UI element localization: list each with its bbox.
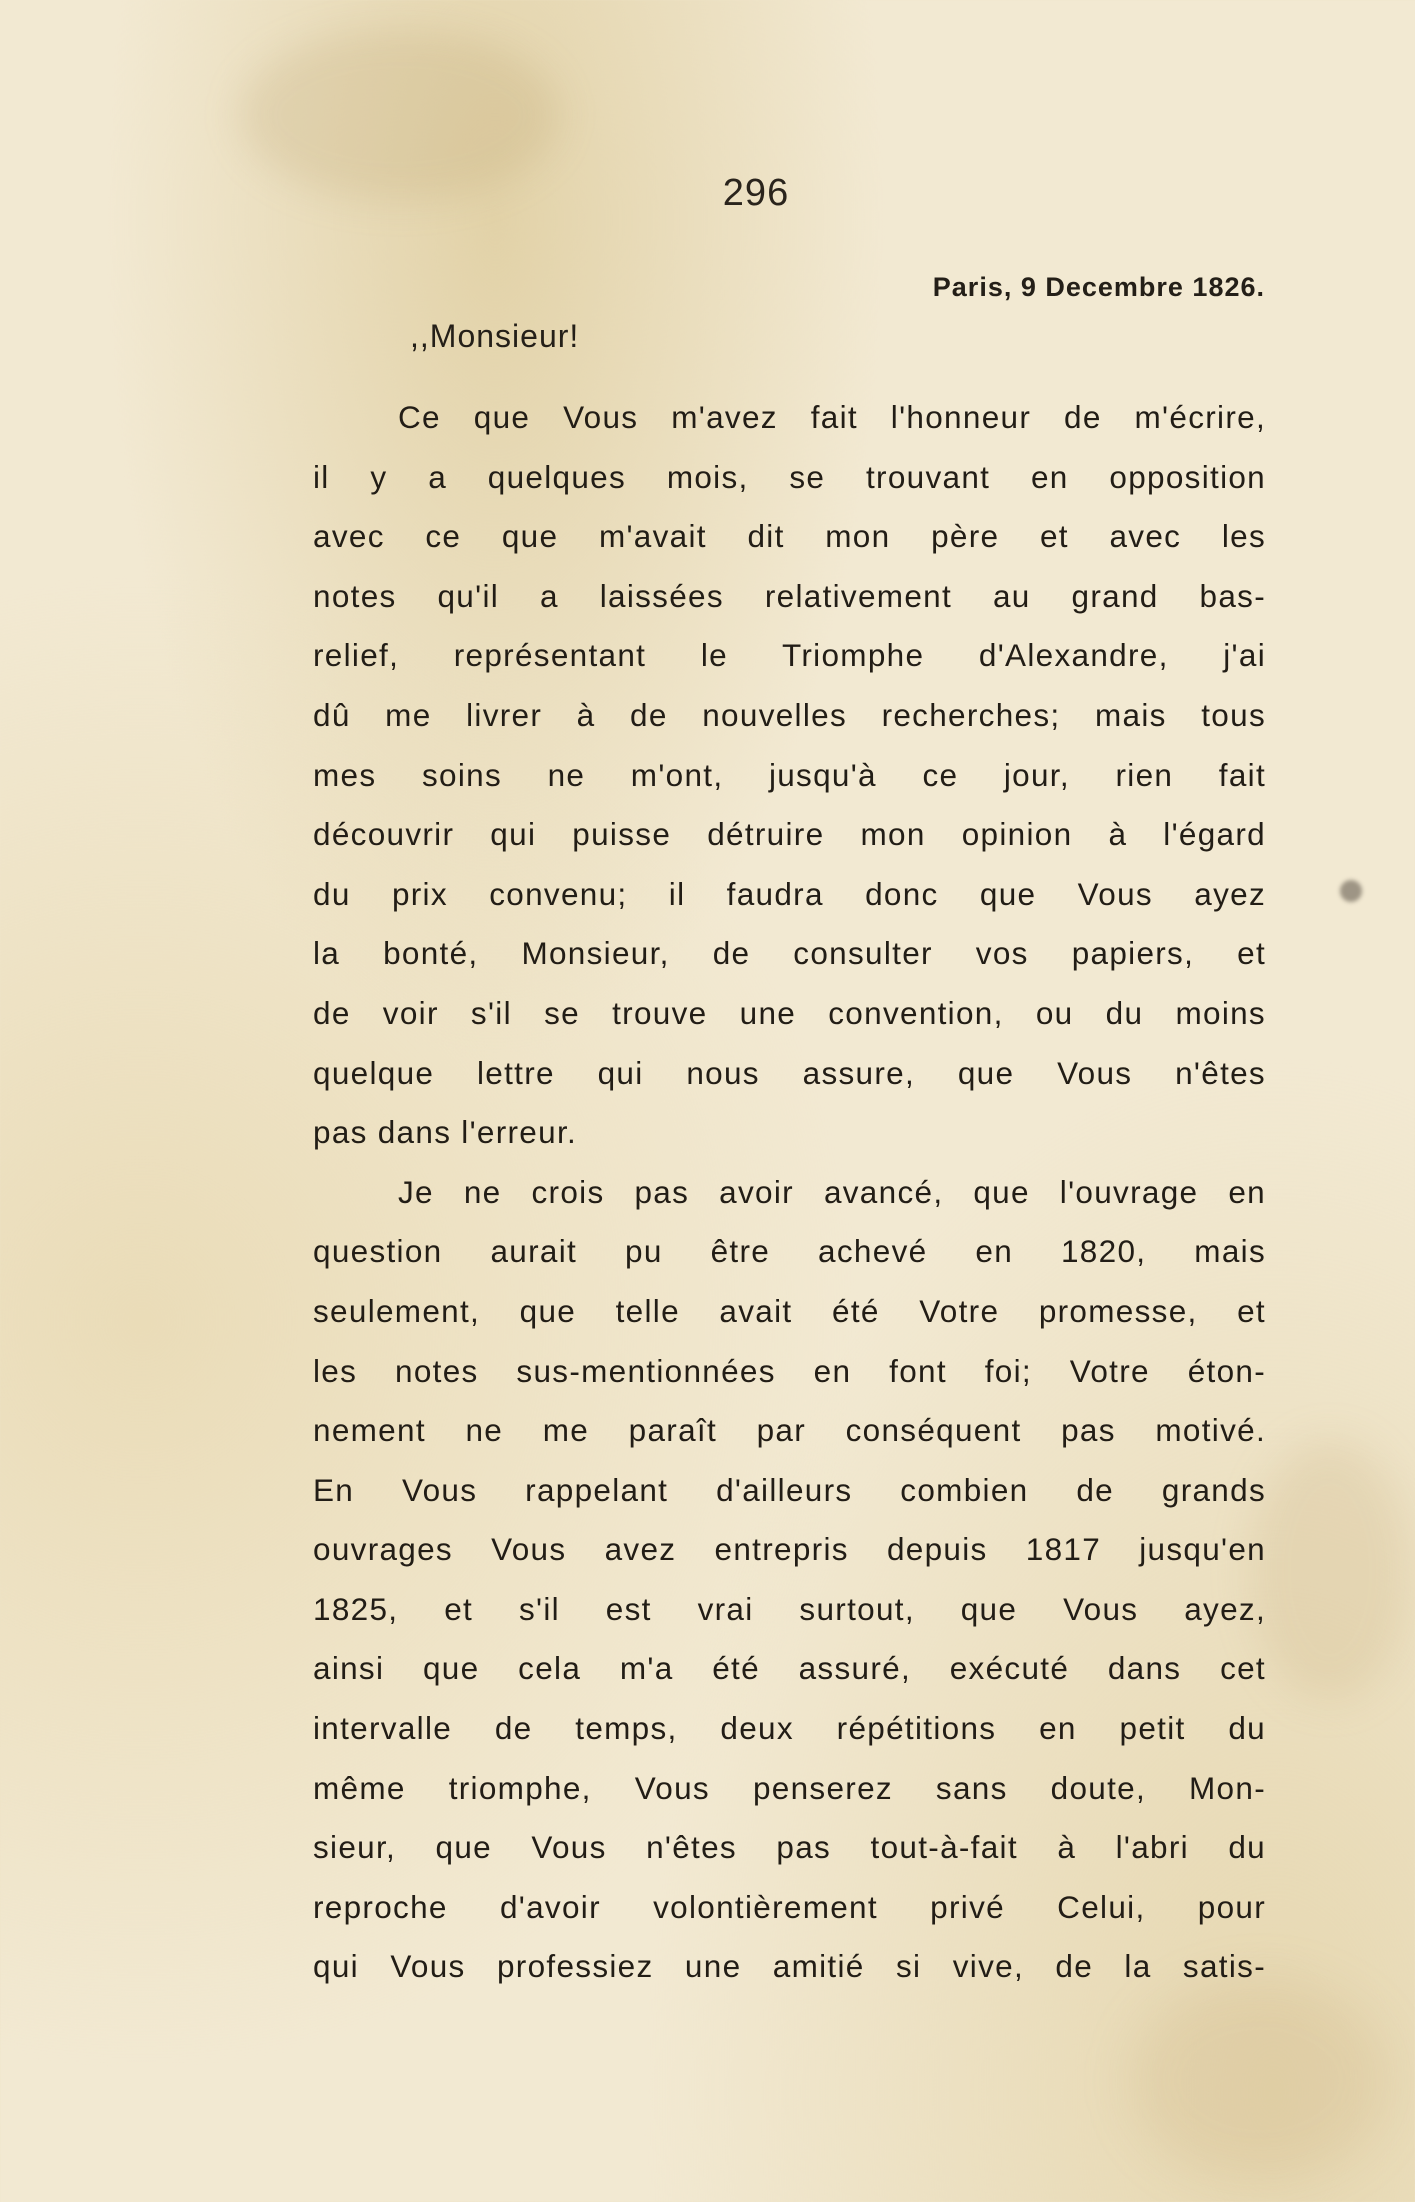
letter-dateline: Paris, 9 Decembre 1826. bbox=[932, 272, 1265, 302]
text-line: nement ne me paraît par conséquent pas motivé. bbox=[313, 1412, 1266, 1449]
text-line: du prix convenu; il faudra donc que Vous ayez bbox=[313, 875, 1266, 912]
text-line: quelque lettre qui nous assure, que Vous n'êtes bbox=[313, 1054, 1266, 1091]
text-line: découvrir qui puisse détruire mon opinion à l'égard bbox=[313, 816, 1266, 853]
text-line: Ce que Vous m'avez fait l'honneur de m'écrire, bbox=[398, 399, 1266, 435]
text-line: ainsi que cela m'a été assuré, exécuté dans cet bbox=[313, 1650, 1266, 1687]
paper-stain bbox=[1250, 1440, 1410, 1700]
text-line: En Vous rappelant d'ailleurs combien de grands bbox=[313, 1471, 1266, 1508]
ink-spot bbox=[1340, 880, 1362, 902]
text-line: Je ne crois pas avoir avancé, que l'ouvrage en bbox=[398, 1173, 1266, 1210]
text-line: même triomphe, Vous penserez sans doute, Mon- bbox=[313, 1769, 1266, 1806]
text-line: notes qu'il a laissées relativement au grand bas- bbox=[313, 577, 1266, 614]
text-line: seulement, que telle avait été Votre promesse, et bbox=[313, 1292, 1266, 1329]
text-line: ouvrages Vous avez entrepris depuis 1817 jusqu'en bbox=[313, 1531, 1266, 1568]
page-number: 296 bbox=[722, 172, 790, 214]
letter-salutation: ,,Monsieur! bbox=[410, 318, 580, 354]
text-line: il y a quelques mois, se trouvant en opposition bbox=[313, 458, 1266, 495]
text-line: avec ce que m'avait dit mon père et avec les bbox=[313, 518, 1266, 555]
text-line: qui Vous professiez une amitié si vive, de la satis- bbox=[313, 1948, 1266, 1985]
text-line: la bonté, Monsieur, de consulter vos papiers, et bbox=[313, 935, 1266, 972]
text-line: 1825, et s'il est vrai surtout, que Vous ayez, bbox=[313, 1590, 1266, 1627]
letter-body bbox=[313, 388, 1266, 1997]
text-line: reproche d'avoir volontièrement privé Celui, pour bbox=[313, 1888, 1266, 1925]
text-line: les notes sus-mentionnées en font foi; Votre éton- bbox=[313, 1352, 1266, 1389]
text-line: sieur, que Vous n'êtes pas tout-à-fait à l'abri du bbox=[313, 1829, 1266, 1866]
text-line: de voir s'il se trouve une convention, ou du moins bbox=[313, 994, 1266, 1031]
text-line: dû me livrer à de nouvelles recherches; mais tous bbox=[313, 696, 1266, 733]
text-line: pas dans l'erreur. bbox=[313, 1114, 578, 1151]
text-line: mes soins ne m'ont, jusqu'à ce jour, rien fait bbox=[313, 756, 1266, 793]
text-line: question aurait pu être achevé en 1820, mais bbox=[313, 1233, 1266, 1270]
text-line: intervalle de temps, deux répétitions en petit du bbox=[313, 1710, 1266, 1747]
text-line: relief, représentant le Triomphe d'Alexandre, j'ai bbox=[313, 637, 1266, 674]
paper-stain bbox=[1130, 1980, 1390, 2180]
